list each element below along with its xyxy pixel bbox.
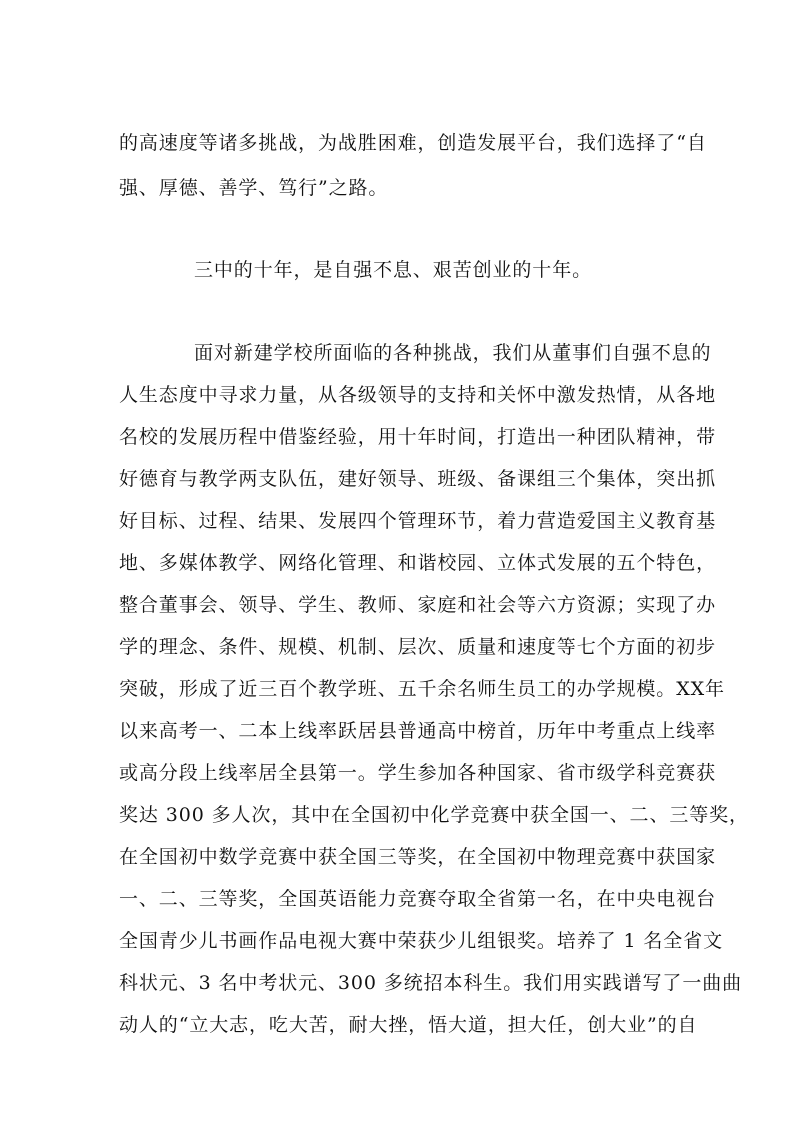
text-line: 在全国初中数学竞赛中获全国三等奖，在全国初中物理竞赛中获国家 xyxy=(119,846,717,868)
text-line: 学的理念、条件、规模、机制、层次、质量和速度等七个方面的初步 xyxy=(119,636,717,658)
text-line: 奖达 300 多人次，其中在全国初中化学竞赛中获全国一、二、三等奖， xyxy=(119,804,749,826)
text-line: 好德育与教学两支队伍，建好领导、班级、备课组三个集体，突出抓 xyxy=(119,468,717,490)
text-line: 突破，形成了近三百个教学班、五千余名师生员工的办学规模。XX年 xyxy=(119,678,725,700)
text-line: 全国青少儿书画作品电视大赛中荣获少儿组银奖。培养了 1 名全省文 xyxy=(119,930,723,952)
text-line: 动人的“立大志，吃大苦，耐大挫，悟大道，担大任，创大业”的自 xyxy=(119,1014,698,1036)
text-line: 的高速度等诸多挑战，为战胜困难，创造发展平台，我们选择了“自 xyxy=(119,132,707,154)
text-line: 名校的发展历程中借鉴经验，用十年时间，打造出一种团队精神，带 xyxy=(119,426,717,448)
section-heading-line: 三中的十年，是自强不息、艰苦创业的十年。 xyxy=(194,259,593,281)
text-line: 人生态度中寻求力量，从各级领导的支持和关怀中激发热情，从各地 xyxy=(119,384,717,406)
text-line: 科状元、3 名中考状元、300 多统招本科生。我们用实践谱写了一曲曲 xyxy=(119,972,743,994)
text-line: 地、多媒体教学、网络化管理、和谐校园、立体式发展的五个特色， xyxy=(119,552,717,574)
text-line: 整合董事会、领导、学生、教师、家庭和社会等六方资源；实现了办 xyxy=(119,594,717,616)
text-line: 或高分段上线率居全县第一。学生参加各种国家、省市级学科竞赛获 xyxy=(119,762,717,784)
text-line: 好目标、过程、结果、发展四个管理环节，着力营造爱国主义教育基 xyxy=(119,510,717,532)
text-line: 一、二、三等奖，全国英语能力竞赛夺取全省第一名，在中央电视台 xyxy=(119,888,717,910)
text-line: 强、厚德、善学、笃行”之路。 xyxy=(119,177,389,199)
text-line: 以来高考一、二本上线率跃居县普通高中榜首，历年中考重点上线率 xyxy=(119,720,717,742)
paragraph-first-line: 面对新建学校所面临的各种挑战，我们从董事们自强不息的 xyxy=(194,342,712,364)
